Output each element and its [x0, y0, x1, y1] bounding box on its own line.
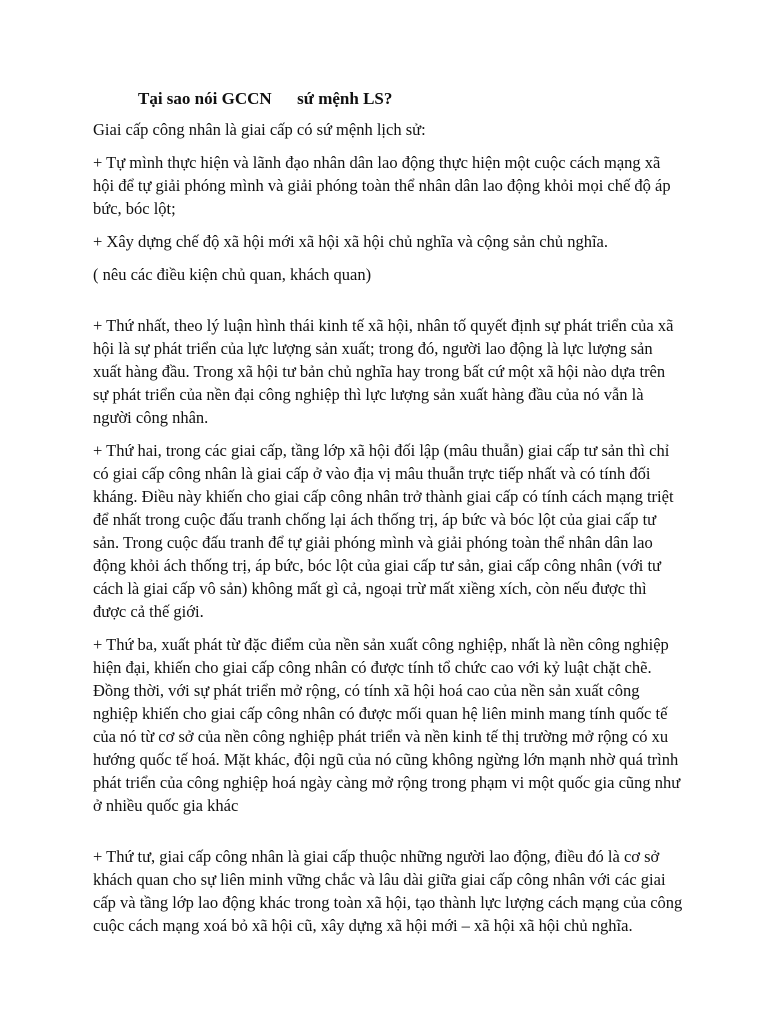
- condition-paragraph: + Thứ nhất, theo lý luận hình thái kinh tế xã hội, nhân tố quyết định sự phát triển của xã hội là sự phát triển của lực lượng sản xuất; trong đó, người lao động là lực lượng sản xuất hàng đầu. Trong xã hội tư bản chủ nghĩa hay trong bất cứ một xã hội nào dựa trên sự phát triển của nền đại công nghiệp thì lực lượng sản xuất hàng đầu của nó vẫn là người công nhân.: [93, 316, 674, 427]
- condition-paragraph: + Thứ tư, giai cấp công nhân là giai cấp thuộc những người lao động, điều đó là cơ sở khách quan cho sự liên minh vững chắc và lâu dài giữa giai cấp công nhân với các giai cấp và tầng lớp lao động khác trong toàn xã hội, tạo thành lực lượng cách mạng của công cuộc cách mạng xoá bỏ xã hội cũ, xây dựng xã hội mới – xã hội xã hội chủ nghĩa.: [93, 847, 683, 935]
- note-paragraph: ( nêu các điều kiện chủ quan, khách quan): [93, 265, 372, 284]
- condition-paragraph: + Thứ ba, xuất phát từ đặc điểm của nền sản xuất công nghiệp, nhất là nền công nghiệp hiện đại, khiến cho giai cấp công nhân có được tính tổ chức cao với kỷ luật chặt chẽ. Đồng thời, với sự phát triển mở rộng, có tính xã hội hoá cao của nền sản xuất công nghiệp khiến cho giai cấp công nhân có được mối quan hệ liên minh mang tính quốc tế của nó từ cơ sở của nền công nghiệp phát triển và nền kinh tế thị trường mở rộng có xu hướng quốc tế hoá. Mặt khác, đội ngũ của nó cũng không ngừng lớn mạnh nhờ quá trình phát triển của công nghiệp hoá ngày càng mở rộng trong phạm vi một quốc gia cũng như ở nhiều quốc gia khác: [93, 635, 681, 815]
- document-body: [93, 118, 683, 947]
- page-title: Tại sao nói GCCN sứ mệnh LS?: [138, 89, 393, 108]
- condition-paragraph: + Thứ hai, trong các giai cấp, tầng lớp xã hội đối lập (mâu thuẫn) giai cấp tư sản thì chỉ có giai cấp công nhân là giai cấp ở vào địa vị mâu thuẫn trực tiếp nhất và có tính đối kháng. Điều này khiến cho giai cấp công nhân trở thành giai cấp có tính cách mạng triệt để nhất trong cuộc đấu tranh chống lại ách thống trị, áp bức và bóc lột của giai cấp tư sản. Trong cuộc đấu tranh để tự giải phóng mình và giải phóng toàn thể nhân dân lao động khỏi ách thống trị, áp bức, bóc lột của giai cấp tư sản, giai cấp công nhân (với tư cách là giai cấp vô sản) không mất gì cả, ngoại trừ mất xiềng xích, còn nếu được thì được cả thế giới.: [93, 441, 674, 621]
- intro-paragraph: Giai cấp công nhân là giai cấp có sứ mệnh lịch sử:: [93, 120, 426, 139]
- mission-point: + Xây dựng chế độ xã hội mới xã hội xã hội chủ nghĩa và cộng sản chủ nghĩa.: [93, 232, 608, 251]
- mission-point: + Tự mình thực hiện và lãnh đạo nhân dân lao động thực hiện một cuộc cách mạng xã hội để tự giải phóng mình và giải phóng toàn thể nhân dân lao động khỏi mọi chế độ áp bức, bóc lột;: [93, 153, 671, 218]
